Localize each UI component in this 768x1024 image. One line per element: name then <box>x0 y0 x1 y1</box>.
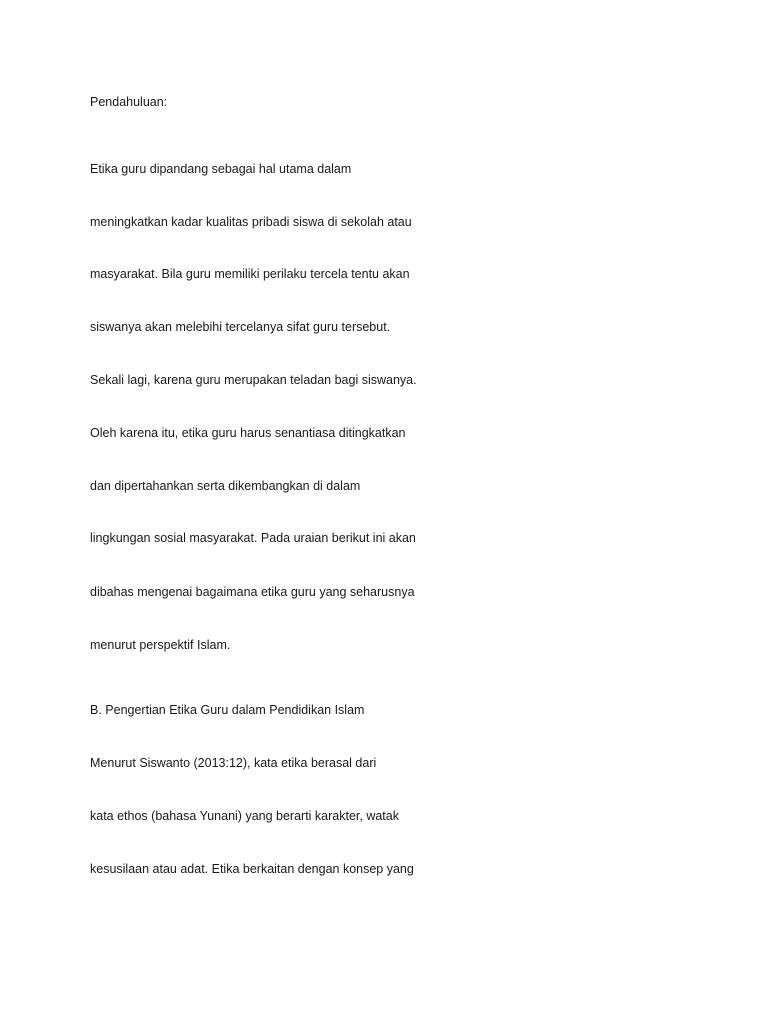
paragraph-line: dan dipertahankan serta dikembangkan di dalam <box>90 479 361 493</box>
paragraph-line: menurut perspektif Islam. <box>90 638 231 652</box>
paragraph-line: dibahas mengenai bagaimana etika guru yang seharusnya <box>90 585 415 599</box>
paragraph-line: lingkungan sosial masyarakat. Pada uraian berikut ini akan <box>90 531 416 545</box>
section-line: Menurut Siswanto (2013:12), kata etika berasal dari <box>90 756 377 770</box>
section-line: kata ethos (bahasa Yunani) yang berarti karakter, watak <box>90 809 399 823</box>
paragraph-line: siswanya akan melebihi tercelanya sifat guru tersebut. <box>90 320 391 334</box>
paragraph-line: Sekali lagi, karena guru merupakan teladan bagi siswanya. <box>90 373 417 387</box>
paragraph-line: masyarakat. Bila guru memiliki perilaku tercela tentu akan <box>90 267 410 281</box>
heading-pendahuluan: Pendahuluan: <box>90 95 168 109</box>
paragraph-line: Etika guru dipandang sebagai hal utama dalam <box>90 162 352 176</box>
section-heading: B. Pengertian Etika Guru dalam Pendidikan Islam <box>90 703 365 717</box>
paragraph-line: meningkatkan kadar kualitas pribadi siswa di sekolah atau <box>90 215 412 229</box>
section-line: kesusilaan atau adat. Etika berkaitan dengan konsep yang <box>90 862 414 876</box>
paragraph-line: Oleh karena itu, etika guru harus senantiasa ditingkatkan <box>90 426 406 440</box>
